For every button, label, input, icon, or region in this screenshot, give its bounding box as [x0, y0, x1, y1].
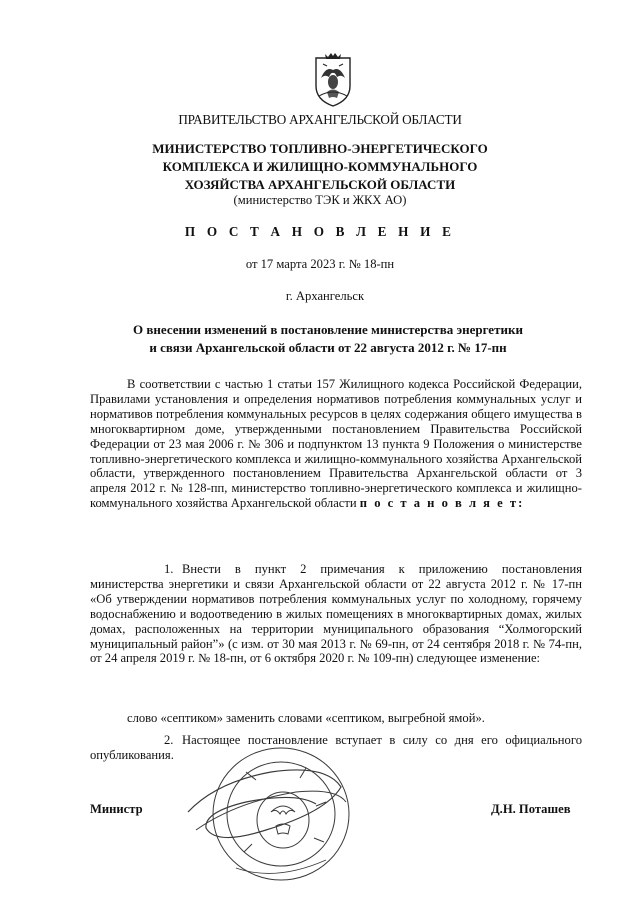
- document-date-number: от 17 марта 2023 г. № 18-пн: [245, 257, 395, 271]
- coat-of-arms-icon: [313, 52, 353, 108]
- item-2-number: 2.: [164, 733, 174, 747]
- subject-line: и связи Архангельской области от 22 августа 2012 г. № 17-пн: [149, 340, 507, 355]
- preamble-text: В соответствии с частью 1 статьи 157 Жилищного кодекса Российской Федерации, Правилами установления и определения нормативов потребления коммунальных услуг и нормативов потребления коммунальных ресурсов в целях содержания общего имущества в многоквартирном доме, утвержденными постановлением Правительства Российской Федерации от 23 мая 2006 г. № 306 и подпунктом 13 пункта 9 Положения о министерстве топливно-энергетического комплекса и жилищно-коммунального хозяйства Архангельской области, утвержденного постановлением Правительства Архангельской области от 3 апреля 2012 г. № 128-пп, министерство топливно-энергетического комплекса и жилищно-коммунального хозяйства Архангельской области: [90, 377, 582, 511]
- signatory-position: Министр: [90, 802, 143, 816]
- item-1-text: Внести в пункт 2 примечания к приложению постановления министерства энергетики и связи Архангельской области от 22 августа 2012 г. № 17-пн «Об утверждении нормативов потребления коммунальных услуг по холодному, горячему водоснабжению и водоотведению в жилых помещениях в многоквартирных домах, жилых домах, расположенных на территории муниципального образования “Холмогорский муниципальный район”» (с изм. от 30 мая 2013 г. № 69-пн, от 24 сентября 2018 г. № 74-пн, от 24 апреля 2019 г. № 18-пн, от 6 октября 2020 г. № 109-пн) следующее изменение:: [90, 562, 582, 666]
- item-1-number: 1.: [164, 562, 174, 576]
- document-subject: [8, 321, 640, 357]
- item-2-text: Настоящее постановление вступает в силу со дня его официального опубликования.: [90, 733, 582, 762]
- ministry-short-name: (министерство ТЭК и ЖКХ АО): [233, 193, 407, 207]
- document-city: г. Архангельск: [285, 289, 365, 303]
- subject-line: О внесении изменений в постановление министерства энергетики: [133, 322, 523, 337]
- seal-center-ring: [257, 792, 309, 848]
- seal-emblem: [271, 806, 295, 814]
- seal-outer-ring: [213, 748, 349, 880]
- government-title: ПРАВИТЕЛЬСТВО АРХАНГЕЛЬСКОЙ ОБЛАСТИ: [178, 112, 462, 127]
- ministry-line: МИНИСТЕРСТВО ТОПЛИВНО-ЭНЕРГЕТИЧЕСКОГО: [152, 141, 488, 156]
- ministry-name: [0, 140, 640, 194]
- ministry-line: ХОЗЯЙСТВА АРХАНГЕЛЬСКОЙ ОБЛАСТИ: [184, 177, 456, 192]
- item-1-paragraph: [90, 562, 582, 666]
- seal-inner-ring: [227, 762, 335, 866]
- signature-scribble: [188, 770, 341, 838]
- preamble-paragraph: [90, 377, 582, 511]
- ministry-line: КОМПЛЕКСА И ЖИЛИЩНО-КОММУНАЛЬНОГО: [162, 159, 478, 174]
- resolves-word: п о с т а н о в л я е т:: [359, 496, 525, 511]
- document-type: П О С Т А Н О В Л Е Н И Е: [184, 224, 456, 239]
- signatory-name: Д.Н. Поташев: [491, 802, 571, 816]
- replacement-paragraph: слово «септиком» заменить словами «септиком, выгребной ямой».: [127, 711, 485, 725]
- official-seal-stamp: [176, 742, 366, 892]
